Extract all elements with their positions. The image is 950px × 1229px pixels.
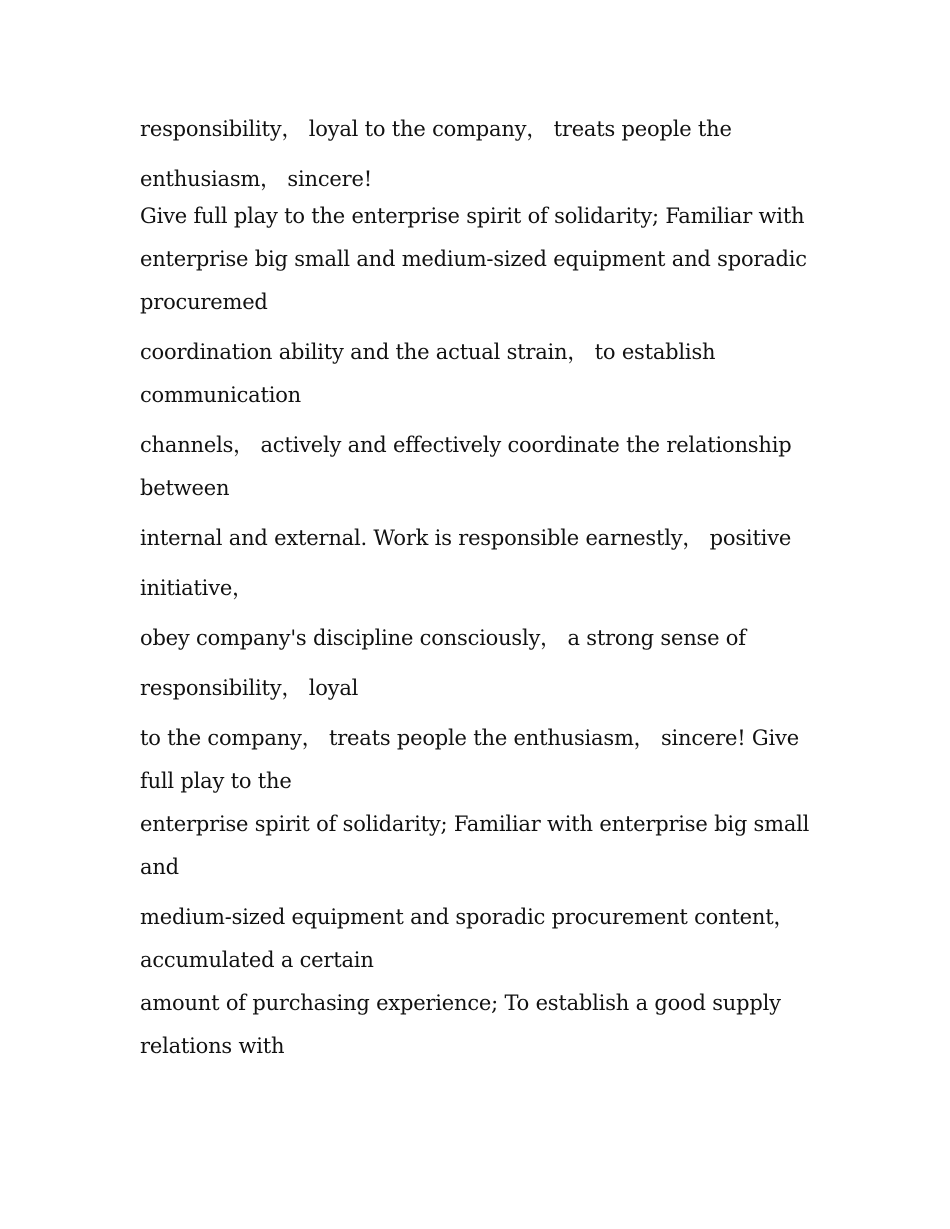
text-line: enterprise spirit of solidarity; Familiar with enterprise big small (140, 812, 810, 836)
text-line: accumulated a certain (140, 948, 374, 972)
text-line: responsibility， loyal (140, 676, 359, 700)
text-line: obey company's discipline consciously， a strong sense of (140, 626, 746, 650)
text-line: enterprise big small and medium-sized equipment and sporadic (140, 247, 807, 271)
text-line: and (140, 855, 179, 879)
text-line: initiative， (140, 576, 253, 600)
text-line: to the company， treats people the enthusiasm， sincere! Give (140, 726, 799, 750)
text-line: Give full play to the enterprise spirit of solidarity; Familiar with (140, 204, 805, 228)
text-line: relations with (140, 1034, 285, 1058)
text-line: communication (140, 383, 302, 407)
text-line: amount of purchasing experience; To establish a good supply (140, 991, 781, 1015)
body-text (140, 108, 810, 1068)
text-line: medium-sized equipment and sporadic procurement content， (140, 905, 795, 929)
text-line: responsibility， loyal to the company， treats people the (140, 117, 732, 141)
text-line: channels， actively and effectively coordinate the relationship (140, 433, 792, 457)
text-line: internal and external. Work is responsible earnestly， positive (140, 526, 792, 550)
text-line: enthusiasm， sincere! (140, 167, 372, 191)
text-line: coordination ability and the actual strain， to establish (140, 340, 716, 364)
text-line: procuremed (140, 290, 268, 314)
text-line: full play to the (140, 769, 292, 793)
text-line: between (140, 476, 230, 500)
